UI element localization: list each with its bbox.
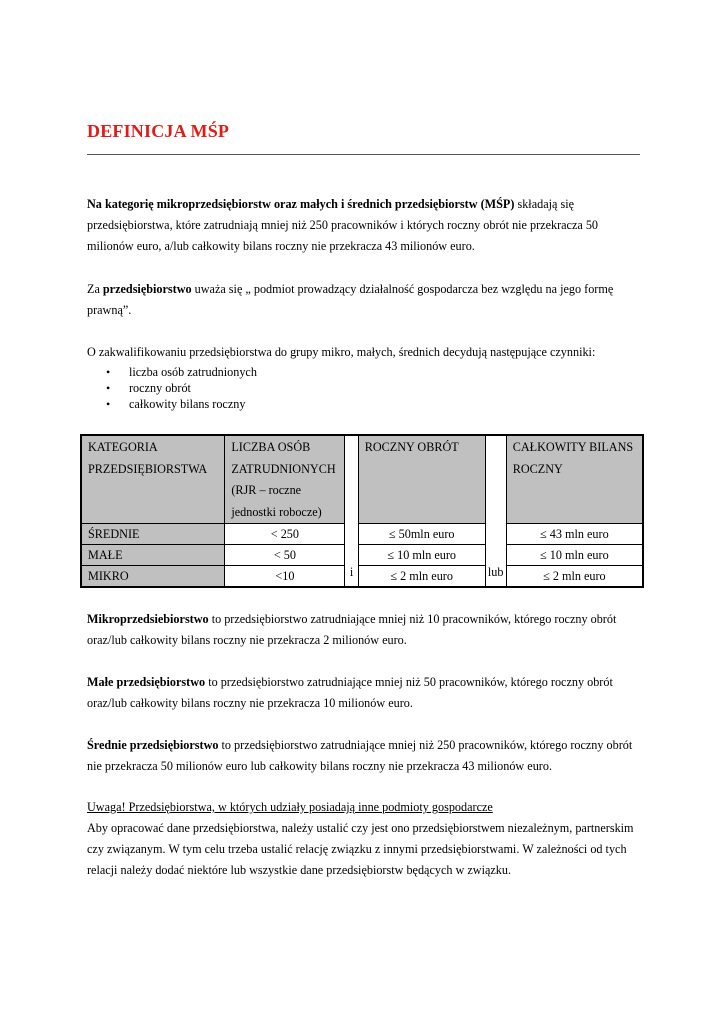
row-balance: ≤ 10 mln euro bbox=[506, 545, 643, 566]
medium-bold: Średnie przedsiębiorstwo bbox=[87, 738, 219, 752]
table-row bbox=[81, 566, 643, 588]
row-category: ŚREDNIE bbox=[81, 524, 225, 545]
table-row bbox=[81, 545, 643, 566]
header-employees: LICZBA OSÓB ZATRUDNIONYCH (RJR – roczne jednostki robocze) bbox=[225, 435, 345, 524]
header-turnover: ROCZNY OBRÓT bbox=[358, 435, 485, 524]
header-category: KATEGORIA PRZEDSIĘBIORSTWA bbox=[81, 435, 225, 524]
factors-list bbox=[87, 364, 257, 412]
table-header-row bbox=[81, 435, 643, 524]
list-item-text: całkowity bilans roczny bbox=[129, 397, 246, 411]
note-body: Aby opracować dane przedsiębiorstwa, należy ustalić czy jest ono przedsiębiorstwem niezależnym, partnerskim czy związanym. W tym celu trzeba ustalić relację związku z innymi przedsiębiorstwami. W zależności od tych relacji należy dodać niektóre lub wszystkie dane przedsiębiorstw będących w związku. bbox=[87, 821, 634, 877]
small-text: to przedsiębiorstwo zatrudniające mniej niż 50 pracowników, którego roczny obrót oraz/lub całkowity bilans roczny nie przekracza 10 milionów euro. bbox=[87, 675, 613, 710]
medium-definition bbox=[87, 735, 640, 777]
micro-text: to przedsiębiorstwo zatrudniające mniej niż 10 pracowników, którego roczny obrót oraz/lub całkowity bilans roczny nie przekracza 2 milionów euro. bbox=[87, 612, 617, 647]
bullet-icon: • bbox=[106, 365, 111, 379]
bullet-icon: • bbox=[106, 381, 111, 395]
list-item-text: liczba osób zatrudnionych bbox=[129, 365, 257, 379]
enterprise-pre: Za bbox=[87, 282, 103, 296]
medium-text: to przedsiębiorstwo zatrudniające mniej niż 250 pracowników, którego roczny obrót nie przekracza 50 milionów euro lub całkowity bilans roczny nie przekracza 43 milionów euro. bbox=[87, 738, 633, 773]
page-title: DEFINICJA MŚP bbox=[87, 121, 230, 141]
row-employees: < 50 bbox=[225, 545, 345, 566]
table-row bbox=[81, 524, 643, 545]
row-balance: ≤ 2 mln euro bbox=[506, 566, 643, 588]
enterprise-paragraph bbox=[87, 279, 640, 321]
note-section bbox=[87, 797, 640, 881]
list-item-text: roczny obrót bbox=[129, 381, 191, 395]
list-item bbox=[87, 380, 257, 396]
micro-bold: Mikroprzedsiebiorstwo bbox=[87, 612, 209, 626]
factors-lead: O zakwalifikowaniu przedsiębiorstwa do grupy mikro, małych, średnich decydują następujące czynniki: bbox=[87, 345, 596, 359]
small-definition bbox=[87, 672, 640, 714]
row-turnover: ≤ 2 mln euro bbox=[358, 566, 485, 588]
note-heading: Uwaga! Przedsiębiorstwa, w których udziały posiadają inne podmioty gospodarcze bbox=[87, 800, 493, 814]
row-category: MAŁE bbox=[81, 545, 225, 566]
intro-text: składają się przedsiębiorstwa, które zatrudniają mniej niż 250 pracowników i których roczny obrót nie przekracza 50 milionów euro, a/lub całkowity bilans roczny nie przekracza 43 milionów euro. bbox=[87, 197, 599, 253]
row-employees: < 250 bbox=[225, 524, 345, 545]
row-turnover: ≤ 10 mln euro bbox=[358, 545, 485, 566]
small-bold: Małe przedsiębiorstwo bbox=[87, 675, 206, 689]
connector-or: lub bbox=[485, 435, 506, 587]
title-divider bbox=[87, 154, 640, 155]
intro-paragraph bbox=[87, 194, 640, 257]
header-balance: CAŁKOWITY BILANS ROCZNY bbox=[506, 435, 643, 524]
row-balance: ≤ 43 mln euro bbox=[506, 524, 643, 545]
bullet-icon: • bbox=[106, 397, 111, 411]
connector-and: i bbox=[345, 435, 358, 587]
micro-definition bbox=[87, 609, 640, 651]
row-category: MIKRO bbox=[81, 566, 225, 588]
list-item bbox=[87, 396, 257, 412]
msp-criteria-table bbox=[80, 434, 644, 588]
row-turnover: ≤ 50mln euro bbox=[358, 524, 485, 545]
intro-bold: Na kategorię mikroprzedsiębiorstw oraz małych i średnich przedsiębiorstw (MŚP) bbox=[87, 197, 515, 211]
row-employees: <10 bbox=[225, 566, 345, 588]
list-item bbox=[87, 364, 257, 380]
enterprise-text: uważa się „ podmiot prowadzący działalność gospodarcza bez względu na jego formę prawną”. bbox=[87, 282, 614, 317]
enterprise-bold: przedsiębiorstwo bbox=[102, 282, 192, 296]
